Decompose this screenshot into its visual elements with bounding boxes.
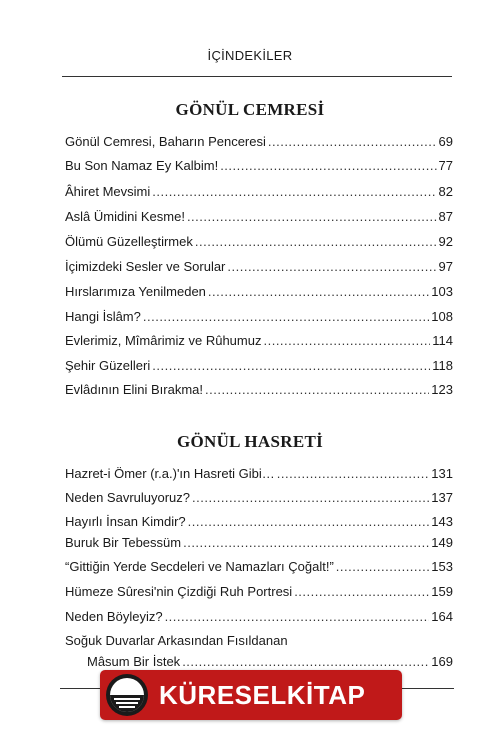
toc-entry-page: 149 [431, 535, 453, 550]
toc-entry[interactable] [65, 284, 453, 299]
leader-dots [152, 184, 436, 199]
toc-entry-title: Şehir Güzelleri [65, 358, 151, 373]
leader-dots [187, 209, 437, 224]
toc-entry-page: 97 [438, 259, 453, 274]
toc-entry-page: 123 [431, 382, 453, 397]
toc-entry-continuation[interactable] [87, 654, 453, 669]
toc-entry-title: Âhiret Mevsimi [65, 184, 151, 199]
toc-entry[interactable] [65, 584, 453, 599]
leader-dots [183, 535, 429, 550]
leader-dots [277, 466, 430, 481]
toc-entry-title: Ölümü Güzelleştirmek [65, 234, 193, 249]
section-title-gonul-hasreti: GÖNÜL HASRETİ [176, 432, 324, 451]
toc-entry-title: Buruk Bir Tebessüm [65, 535, 182, 550]
toc-entry-page: 108 [431, 309, 453, 324]
toc-entry-page: 82 [438, 184, 453, 199]
toc-entry-title: Hangi İslâm? [65, 309, 141, 324]
leader-dots [336, 559, 430, 574]
toc-entry-title: “Gittiğin Yerde Secdeleri ve Namazları Çoğalt!” [65, 559, 334, 574]
leader-dots [182, 654, 429, 669]
leader-dots [294, 584, 429, 599]
toc-entry[interactable] [65, 559, 453, 574]
toc-entry-page: 137 [431, 490, 453, 505]
toc-entry-title: Hırslarımıza Yenilmeden [65, 284, 206, 299]
leader-dots [192, 490, 429, 505]
toc-entry-title: Hayırlı İnsan Kimdir? [65, 514, 186, 529]
toc-entry-title-continuation: Mâsum Bir İstek [87, 654, 181, 669]
toc-entry-page: 169 [431, 654, 453, 669]
leader-dots [268, 134, 437, 149]
toc-entry-title: Aslâ Ümidini Kesme! [65, 209, 185, 224]
leader-dots [205, 382, 429, 397]
watermark-text: KÜRESELKİTAP [159, 679, 366, 710]
toc-entry-page: 114 [432, 333, 453, 348]
toc-entry[interactable] [65, 259, 453, 274]
leader-dots [165, 609, 430, 624]
toc-entry-title: Gönül Cemresi, Baharın Penceresi [65, 134, 266, 149]
toc-entry[interactable] [65, 358, 453, 373]
toc-entry-title: Evlâdının Elini Bırakma! [65, 382, 204, 397]
leader-dots [263, 333, 430, 348]
section-title-gonul-cemresi: GÖNÜL CEMRESİ [175, 100, 325, 119]
toc-entry-page: 131 [431, 466, 453, 481]
toc-entry-title: Bu Son Namaz Ey Kalbim! [65, 158, 219, 173]
leader-dots [143, 309, 429, 324]
toc-entry-page: 118 [432, 358, 453, 373]
toc-entry[interactable] [65, 234, 453, 249]
toc-entry-title: Hazret-i Ömer (r.a.)'ın Hasreti Gibi… [65, 466, 275, 481]
globe-logo-icon [105, 673, 149, 717]
leader-dots [195, 234, 437, 249]
watermark-banner [100, 670, 402, 720]
toc-entry-page: 92 [438, 234, 453, 249]
header-rule [62, 76, 452, 77]
toc-entry[interactable] [65, 514, 453, 529]
toc-entry[interactable] [65, 490, 453, 505]
toc-entry-page: 87 [438, 209, 453, 224]
leader-dots [220, 158, 436, 173]
running-head: İÇİNDEKİLER [207, 48, 293, 63]
toc-entry[interactable] [65, 184, 453, 199]
toc-entry-title: Neden Savruluyoruz? [65, 490, 191, 505]
toc-entry-page: 143 [431, 514, 453, 529]
toc-entry-title: Evlerimiz, Mîmârimiz ve Rûhumuz [65, 333, 262, 348]
toc-entry-first-line[interactable] [65, 633, 453, 648]
toc-entry-page: 77 [438, 158, 453, 173]
toc-entry-title: Soğuk Duvarlar Arkasından Fısıldanan [65, 633, 288, 648]
toc-entry-title: İçimizdeki Sesler ve Sorular [65, 259, 226, 274]
toc-entry[interactable] [65, 333, 453, 348]
toc-entry-title: Neden Böyleyiz? [65, 609, 163, 624]
toc-entry-page: 164 [431, 609, 453, 624]
toc-entry-title: Hümeze Sûresi'nin Çizdiği Ruh Portresi [65, 584, 293, 599]
toc-entry-page: 159 [431, 584, 453, 599]
toc-entry-page: 153 [431, 559, 453, 574]
toc-entry[interactable] [65, 209, 453, 224]
toc-entry[interactable] [65, 535, 453, 550]
toc-entry[interactable] [65, 309, 453, 324]
toc-entry[interactable] [65, 609, 453, 624]
leader-dots [208, 284, 429, 299]
toc-entry[interactable] [65, 134, 453, 149]
leader-dots [227, 259, 436, 274]
toc-entry[interactable] [65, 382, 453, 397]
leader-dots [152, 358, 430, 373]
leader-dots [188, 514, 430, 529]
toc-entry[interactable] [65, 158, 453, 173]
toc-entry-page: 103 [431, 284, 453, 299]
toc-entry-page: 69 [438, 134, 453, 149]
toc-entry[interactable] [65, 466, 453, 481]
